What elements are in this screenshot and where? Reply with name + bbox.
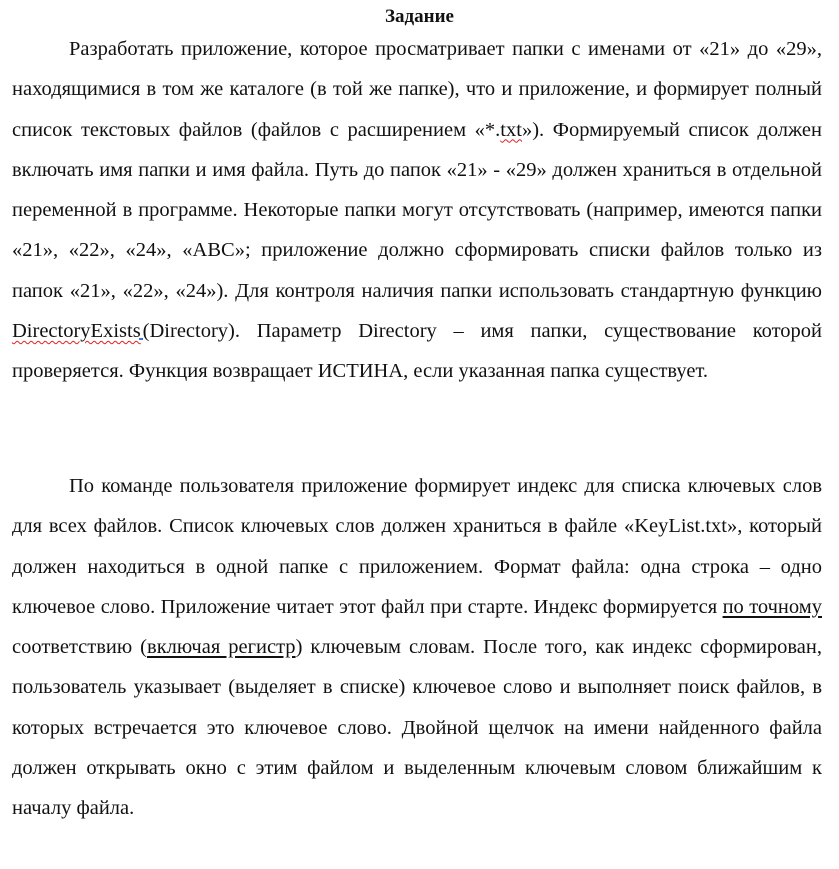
paragraph-task-folders xyxy=(12,29,822,392)
text-segment: По команде пользователя приложение формирует индекс для списка ключевых слов для всех файлов. Список ключевых слов должен храниться в файле «KeyList.txt», который должен находиться в одной папке с приложением. Формат файла: одна строка – одно ключевое слово. Приложение читает этот файл при старте. Индекс формируется xyxy=(12,475,822,618)
text-segment: ) ключевым словам. После того, как индекс сформирован, пользователь указывает (выделяет в списке) ключевое слово и выполняет поиск файлов, в которых встречается это ключевое слово. Двойной щелчок на имени найденного файла должен открывать окно с этим файлом и выделенным ключевым словом ближайшим к началу файла. xyxy=(12,636,822,820)
document-title: Задание xyxy=(385,6,454,27)
text-segment: (Directory). Параметр Directory – имя папки, существование которой проверяется. Функция возвращает ИСТИНА, если указанная папка существует. xyxy=(12,320,822,383)
underlined-text: включая регистр xyxy=(147,636,296,659)
text-segment: соответствию ( xyxy=(12,636,148,659)
underlined-text: по точному xyxy=(722,595,822,618)
spellcheck-word[interactable]: DirectoryExists xyxy=(12,320,141,343)
paragraph-task-index xyxy=(12,466,822,829)
text-segment: Разработать приложение, которое просматривает папки с именами от «21» до «29», находящимися в том же каталоге (в той же папке), что и приложение, и формирует полный список текстовых файлов (файлов с расширением «*. xyxy=(12,38,822,141)
spellcheck-word[interactable]: txt xyxy=(500,118,522,141)
text-segment: »). Формируемый список должен включать имя папки и имя файла. Путь до папок «21» - «29» должен храниться в отдельной переменной в программе. Некоторые папки могут отсутствовать (например, имеются папки «21», «22», «24», «ABC»; приложение должно сформировать списки файлов только из папок «21», «22», «24»). Для контроля наличия папки использовать стандартную функцию xyxy=(12,118,822,302)
